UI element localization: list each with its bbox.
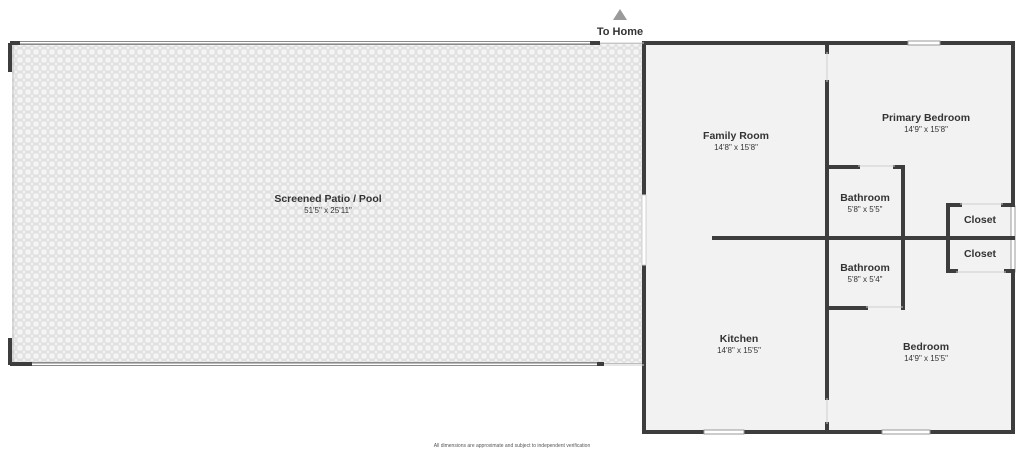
room-dimensions: 14'9" x 15'8" [904, 125, 948, 134]
room-label-kitchen [717, 333, 761, 355]
room-name: Bathroom [840, 262, 890, 274]
room-name: Primary Bedroom [881, 112, 971, 124]
room-name: Bedroom [902, 341, 950, 353]
room-dimensions: 14'8" x 15'5" [717, 346, 761, 355]
room-label-bathroom-2 [840, 262, 890, 284]
room-name: Bathroom [840, 192, 890, 204]
to-home-marker [597, 9, 643, 38]
room-label-closet-1 [964, 214, 997, 226]
room-name: Closet [963, 248, 997, 260]
room-label-bedroom [903, 341, 949, 363]
room-name: Kitchen [719, 333, 759, 345]
room-label-closet-2 [964, 248, 997, 260]
room-dimensions: 51'5" x 25'11" [304, 206, 352, 215]
room-label-bathroom-1 [840, 192, 890, 214]
room-name: Screened Patio / Pool [274, 193, 382, 205]
room-name: Closet [963, 214, 997, 226]
room-name: Family Room [703, 130, 769, 142]
room-dimensions: 5'8" x 5'5" [847, 205, 883, 214]
room-dimensions: 14'9" x 15'5" [904, 354, 948, 363]
up-arrow-icon [613, 9, 627, 20]
room-dimensions: 14'8" x 15'8" [714, 143, 758, 152]
disclaimer-text: All dimensions are approximate and subject to independent verification [433, 443, 591, 449]
room-dimensions: 5'8" x 5'4" [847, 275, 883, 284]
to-home-label: To Home [596, 26, 644, 38]
